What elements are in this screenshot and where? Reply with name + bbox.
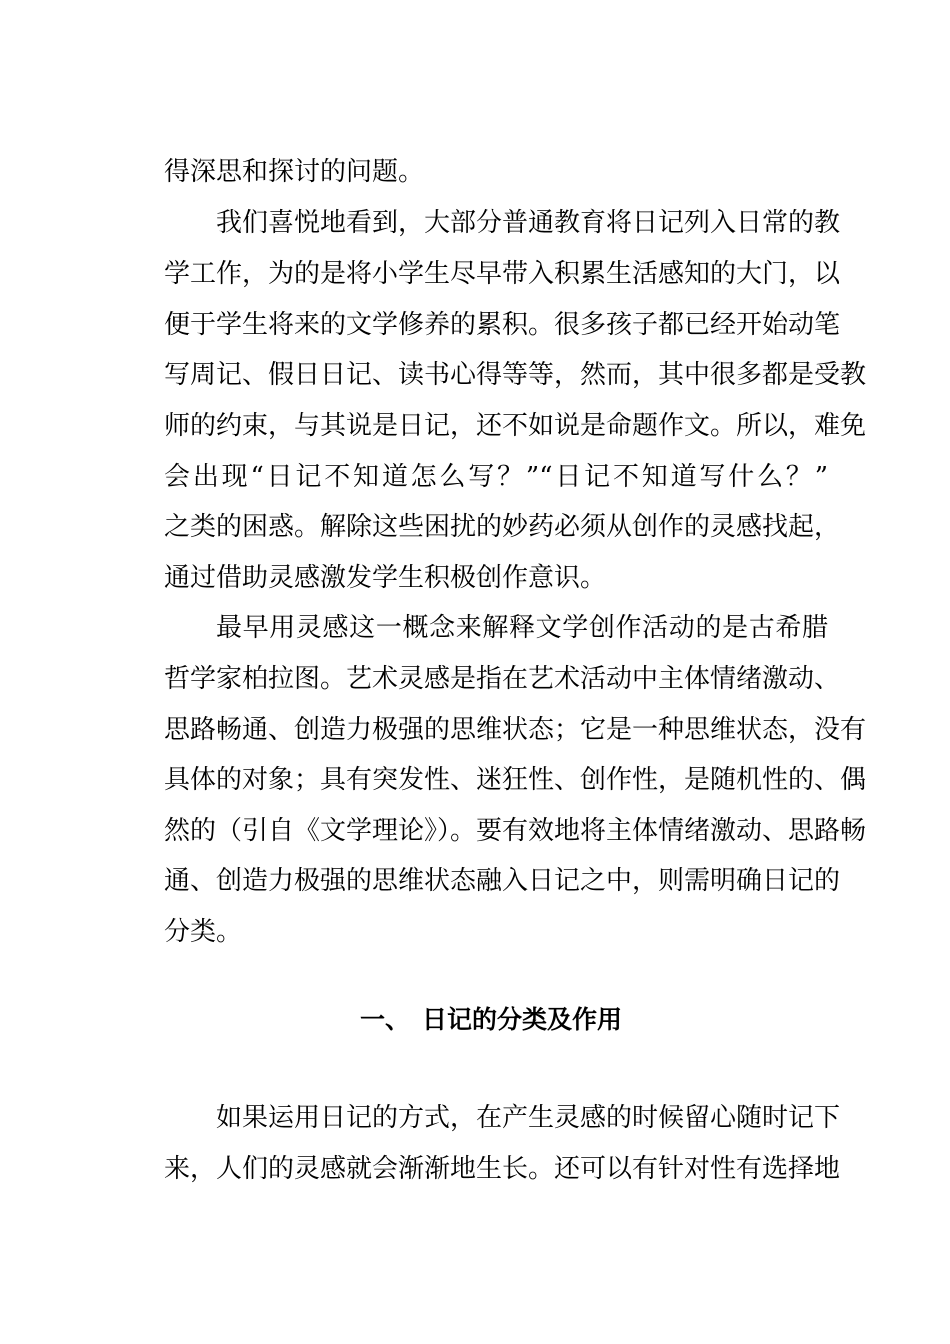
- paragraph-line: 学工作，为的是将小学生尽早带入积累生活感知的大门，以: [164, 259, 841, 289]
- section-heading: [360, 1003, 622, 1037]
- paragraph-line: 写周记、假日日记、读书心得等等，然而，其中很多都是受教: [164, 360, 867, 390]
- paragraph-line: 会出现“日记不知道怎么写？”“日记不知道写什么？”: [164, 462, 828, 492]
- section-title: 日记的分类及作用: [422, 1005, 623, 1034]
- paragraph-line: 师的约束，与其说是日记，还不如说是命题作文。所以，难免: [164, 411, 867, 441]
- paragraph-line: 便于学生将来的文学修养的累积。很多孩子都已经开始动笔: [164, 310, 841, 340]
- paragraph-line: 具体的对象；具有突发性、迷狂性、创作性，是随机性的、偶: [164, 765, 867, 795]
- paragraph-line: 通、创造力极强的思维状态融入日记之中，则需明确日记的: [164, 866, 841, 896]
- paragraph-line: 思路畅通、创造力极强的思维状态；它是一种思维状态，没有: [164, 715, 867, 745]
- paragraph-line: 通过借助灵感激发学生积极创作意识。: [164, 563, 607, 593]
- paragraph-line: 然的（引自《文学理论》）。要有效地将主体情绪激动、思路畅: [164, 816, 867, 846]
- paragraph-line: 我们喜悦地看到，大部分普通教育将日记列入日常的教: [216, 208, 841, 238]
- paragraph-line: 最早用灵感这一概念来解释文学创作活动的是古希腊: [216, 613, 828, 643]
- paragraph-line: 得深思和探讨的问题。: [164, 157, 425, 187]
- paragraph-line: 哲学家柏拉图。艺术灵感是指在艺术活动中主体情绪激动、: [164, 664, 841, 694]
- paragraph-line: 来，人们的灵感就会渐渐地生长。还可以有针对性有选择地: [164, 1154, 841, 1184]
- paragraph-line: 如果运用日记的方式，在产生灵感的时候留心随时记下: [216, 1103, 841, 1133]
- paragraph-line: 分类。: [164, 917, 243, 947]
- paragraph-line: 之类的困惑。解除这些困扰的妙药必须从创作的灵感找起，: [164, 512, 841, 542]
- section-number: 一、: [360, 1005, 411, 1034]
